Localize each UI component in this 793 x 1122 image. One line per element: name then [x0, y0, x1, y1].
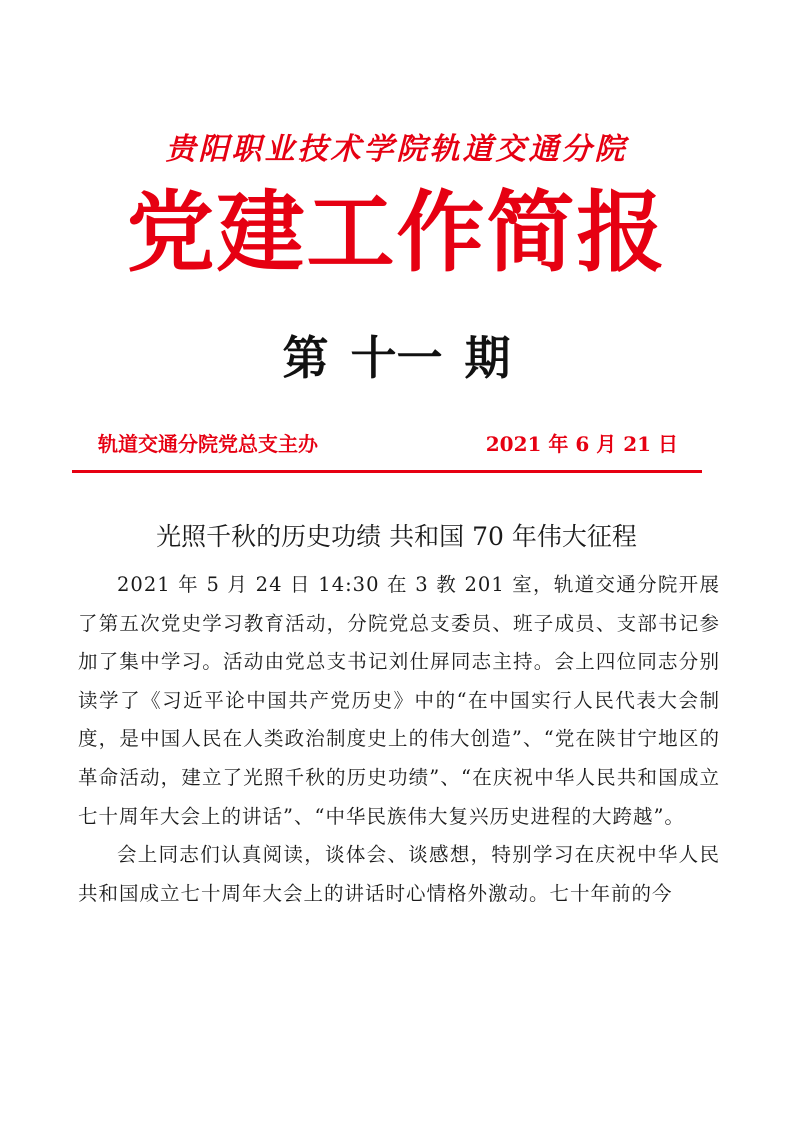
issue-suffix: 期: [464, 331, 511, 385]
issue-prefix: 第: [282, 331, 329, 385]
sponsor-line: 轨道交通分院党总支主办: [98, 432, 318, 456]
article-paragraph: 2021 年 5 月 24 日 14:30 在 3 教 201 室，轨道交通分院开展了第五次党史学习教育活动，分院党总支委员、班子成员、支部书记参加了集中学习。活动由党总支书记刘仕屏同志主持。会上四位同志分别读学了《习近平论中国共产党历史》中的“在中国实行人民代表大会制度，是中国人民在人类政治制度史上的伟大创造”、“党在陕甘宁地区的革命活动，建立了光照千秋的历史功绩”、“在庆祝中华人民共和国成立七十周年大会上的讲话”、“中华民族伟大复兴历史进程的大跨越”。: [78, 573, 720, 828]
issue-date: 2021 年 6 月 21 日: [485, 432, 678, 456]
issue-value: 十一: [350, 331, 443, 385]
article-body: [78, 566, 720, 913]
institution-name: 贵阳职业技术学院轨道交通分院: [165, 132, 628, 167]
article-paragraph: 会上同志们认真阅读，谈体会、谈感想，特别学习在庆祝中华人民共和国成立七十周年大会上的讲话时心情格外激动。七十年前的今: [78, 843, 720, 905]
header-divider: [72, 470, 702, 473]
masthead-title: 党建工作简报: [126, 181, 667, 284]
article-title: 光照千秋的历史功绩 共和国 70 年伟大征程: [156, 522, 637, 551]
issue-number: [0, 326, 793, 390]
